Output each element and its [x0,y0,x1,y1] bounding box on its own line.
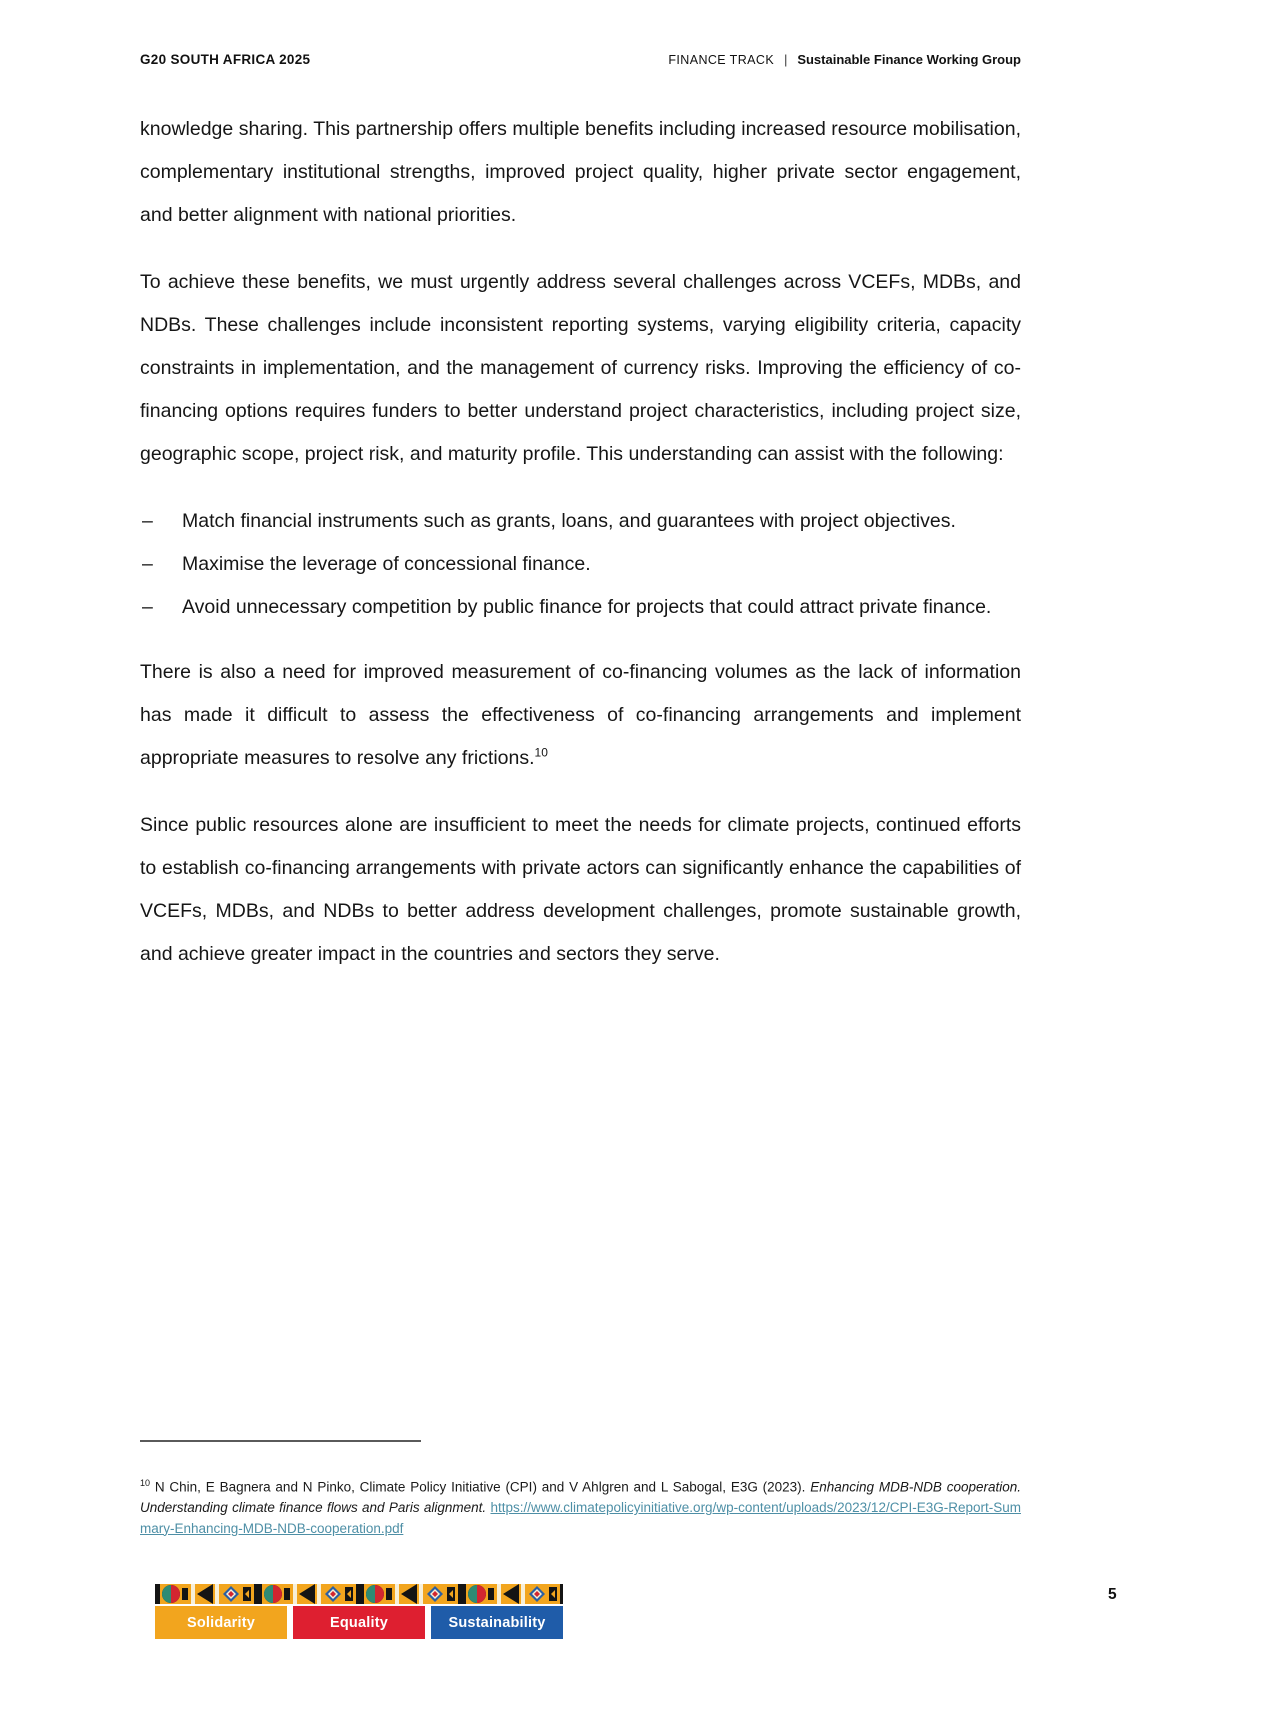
badge-equality: Equality [293,1606,425,1639]
footnote-reference: 10 [534,745,548,760]
list-item-text: Match financial instruments such as grants, loans, and guarantees with project objectives. [182,510,956,532]
g20-ndebele-pattern-strip [155,1584,563,1604]
header-divider: | [784,53,788,67]
badge-solidarity: Solidarity [155,1606,287,1639]
list-item-text: Avoid unnecessary competition by public finance for projects that could attract private finance. [182,596,992,618]
document-body [140,108,1021,1000]
footnote [140,1473,1021,1539]
footnote-number: 10 [140,1478,151,1488]
paragraph-measurement-text: There is also a need for improved measurement of co-financing volumes as the lack of information has made it difficult to assess the effectiveness of co-financing arrangements and implement appropriate measures to resolve any frictions. [140,661,1021,769]
header-right [668,52,1021,67]
list-item [140,500,1021,543]
dash-marker: – [142,510,153,532]
footnote-divider [140,1440,421,1442]
paragraph-measurement [140,651,1021,780]
paragraph-public-resources: Since public resources alone are insufficient to meet the needs for climate projects, continued efforts to establish co-financing arrangements with private actors can significantly enhance the capabilities of VCEFs, MDBs, and NDBs to better address development challenges, promote sustainable growth, and achieve greater impact in the countries and sectors they serve. [140,814,1021,965]
bullet-list [140,500,1021,629]
footnote-link[interactable]: https://www.climatepolicyinitiative.org/wp-content/uploads/2023/12/CPI-E3G-Report-Summary-Enhancing-MDB-NDB-cooperation.pdf [140,1500,1021,1536]
badge-sustainability: Sustainability [431,1606,563,1639]
dash-marker: – [142,596,153,618]
page-header [140,52,1021,67]
footnote-citation-title: Enhancing MDB-NDB cooperation. Understanding climate finance flows and Paris alignment. [140,1479,1021,1515]
paragraph-challenges: To achieve these benefits, we must urgently address several challenges across VCEFs, MDBs, and NDBs. These challenges include inconsistent reporting systems, varying eligibility criteria, capacity constraints in implementation, and the management of currency risks. Improving the efficiency of co-financing options requires funders to better understand project characteristics, including project size, geographic scope, project risk, and maturity profile. This understanding can assist with the following: [140,271,1021,465]
footnote-citation: N Chin, E Bagnera and N Pinko, Climate Policy Initiative (CPI) and V Ahlgren and L Sabogal, E3G (2023). [150,1479,811,1495]
dash-marker: – [142,553,153,575]
header-finance-track: FINANCE TRACK [668,53,775,67]
list-item-text: Maximise the leverage of concessional finance. [182,553,591,575]
header-title: G20 SOUTH AFRICA 2025 [140,52,311,67]
footer-badges [155,1606,563,1639]
header-working-group: Sustainable Finance Working Group [797,52,1021,67]
list-item [140,586,1021,629]
page-number: 5 [1108,1586,1117,1603]
paragraph-knowledge-sharing: knowledge sharing. This partnership offers multiple benefits including increased resource mobilisation, complementary institutional strengths, improved project quality, higher private sector engagement, and better alignment with national priorities. [140,118,1021,226]
list-item [140,543,1021,586]
